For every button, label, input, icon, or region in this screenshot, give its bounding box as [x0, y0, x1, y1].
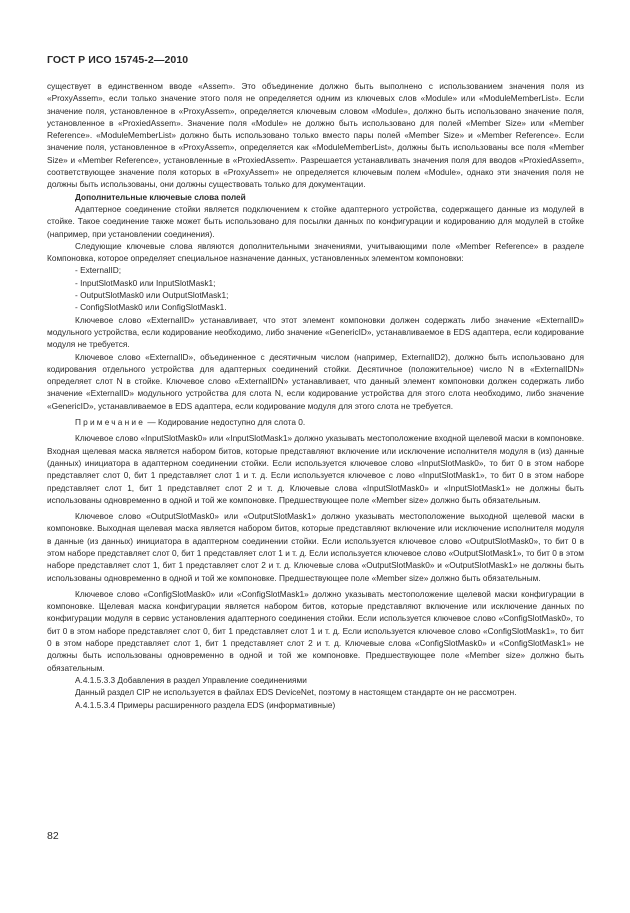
list-item-externalid: - ExternalID;: [75, 265, 122, 276]
paragraph-assem-union: существует в единственном вводе «Assem». Это объединение должно быть выполнено с использованием значения поля из «ProxyAssem», если только значение этого поля не определяется одним из ключевых слов «Module» или «ModuleMemberList». Если значение поля, установленное в «ProxyAssem», определяется ключевым словом «Module», должно быть использовано значение поля, установленное в «ProxiedAssem». Значение поля «Module» не должно быть использовано для полей «Member Size» или «Member Reference». «ModuleMemberList» должно быть использовано только вместо пары полей «Member Size» и «Member Reference». Если значение поля, установленное в «ProxyAssem», определяется как «ModuleMemberList», должны быть использованы все поля «Member Size» и «Member Reference», установленные в «ProxiedAssem». Разрешается устанавливать значения поля для вводов «ProxiedAssem», соответствующее значение поля которых в «ProxyAssem» не определяется ключевым полем «Module», однако эти значения поля не должны быть использованы, они должны существовать только для документации.: [47, 81, 584, 190]
list-item-outputslotmask: - OutputSlotMask0 или OutputSlotMask1;: [75, 290, 229, 301]
document-body: [47, 80, 584, 711]
note-text: — Кодирование недоступно для слота 0.: [145, 417, 306, 428]
paragraph-cip-not-used: Данный раздел CIP не используется в файлах EDS DeviceNet, поэтому в настоящем стандарте он не рассмотрен.: [75, 687, 517, 698]
note: [47, 416, 584, 428]
note-label: Примечание: [75, 417, 146, 428]
subsection-heading-eds-examples: А.4.1.5.3.4 Примеры расширенного раздела EDS (информативные): [75, 699, 336, 710]
subsection-heading-connection-management: А.4.1.5.3.3 Добавления в раздел Управление соединениями: [75, 674, 307, 685]
list-item-inputslotmask: - InputSlotMask0 или InputSlotMask1;: [75, 277, 216, 288]
paragraph-configslotmask: Ключевое слово «ConfigSlotMask0» или «ConfigSlotMask1» должно указывать местоположение щелевой маски конфигурации в компоновке. Щелевая маска конфигурации является набором битов, которые представляют включение или исключение данных по конфигурации модуля в сервис установления адаптерного соединения стойки. Если используется ключевое слово «ConfigSlotMask0», то бит 0 в этом наборе представляет слот 0, бит 1 представляет слот 1 и т. д. Если используется ключевое слово «ConfigSlotMask1», то бит 0 в этом наборе представляет слот 1, бит 1 представляет слот 2 и т. д. Ключевые слова «ConfigSlotMask0» и «ConfigSlotMask1» не должны быть использованы одновременно в одной и той же компоновке. Предшествующее поле «Member size» должно быть обязательным.: [47, 588, 584, 673]
section-heading-extra-keywords: Дополнительные ключевые слова полей: [75, 191, 246, 202]
list-item-configslotmask: - ConfigSlotMask0 или ConfigSlotMask1.: [75, 302, 227, 313]
paragraph-inputslotmask: Ключевое слово «InputSlotMask0» или «InputSlotMask1» должно указывать местоположение входной щелевой маски в компоновке. Входная щелевая маска является набором битов, которые представляют включение или исключение исполнителя модуля в (из) данные (данных) инициатора в адаптерном соединении стойки. Если используется ключевое слово «InputSlotMask0», то бит 0 в этом наборе представляет слот 0, бит 1 представляет слот 1 и т. д. Если используется ключевое с лово «InputSlotMask1», то бит 0 в этом наборе представляет слот 1, бит 1 представляет слот 2 и т. д. Ключевые слова «InputSlotMask0» и «InputSlotMask1» не должны быть использованы одновременно в одной и той же компоновке. Предшествующее поле «Member size» должно быть обязательным.: [47, 433, 584, 505]
page-number: 82: [47, 830, 59, 842]
paragraph-externalid-keyword: Ключевое слово «ExternalID» устанавливает, что этот элемент компоновки должен содержать либо значение «ExternalID» модульного устройства, если кодирование необходимо, либо значение «GenericID», устанавливаемое в EDS адаптера, если кодирование модуля не требуется.: [47, 314, 584, 350]
paragraph-outputslotmask: Ключевое слово «OutputSlotMask0» или «OutputSlotMask1» должно указывать местоположение выходной щелевой маски в компоновке. Выходная щелевая маска является набором битов, которые представляют включение или исключение исполнителя модуля в данные (из данных) инициатора в адаптерном соединении стойки. Если используется ключевое слово «OutputSlotMask0», то бит 0 в этом наборе представляет слот 0, бит 1 представляет слот 1 и т. д. Если используется ключевое слово «OutputSlotMask1», то бит 0 в этом наборе представляет слот 1, бит 1 представляет слот 2 и т. д. Ключевые слова «OutputSlotMask0» и «OutputSlotMask1» не должны быть использованы одновременно в одной и той же компоновке. Предшествующее поле «Member size» должно быть обязательным.: [47, 511, 584, 583]
running-header: ГОСТ Р ИСО 15745-2—2010: [47, 54, 189, 66]
paragraph-keywords-intro: Следующие ключевые слова являются дополнительными значениями, учитывающими поле «Member Reference» в разделе Компоновка, которое определяет специальное назначение данных, установленных элементом компоновки:: [47, 240, 584, 264]
paragraph-externalidn-keyword: Ключевое слово «ExternalID», объединенное с десятичным числом (например, ExternalID2), должно быть использовано для кодирования отдельного устройства для адаптерных соединений стойки. Десятичное (положительное) число N в «ExternalIDN» определяет слот N в стойке. Ключевое слово «ExternalIDN» устанавливает, что данный элемент компоновки должен содержать либо значение «ExternalID» модульного устройства для слота N, если кодирование устройства для этого слота необходимо, либо значение «GenericID», устанавливаемое в EDS адаптера, если кодирование модуля для этого слота не требуется.: [47, 351, 584, 411]
paragraph-rack-adapter-connection: Адаптерное соединение стойки является подключением к стойке адаптерного устройства, содержащего данные из модулей в стойке. Такое соединение также может быть использовано для посылки данных по конфигурации и кодированию для модулей в стойке (например, при установлении соединения).: [47, 203, 584, 239]
